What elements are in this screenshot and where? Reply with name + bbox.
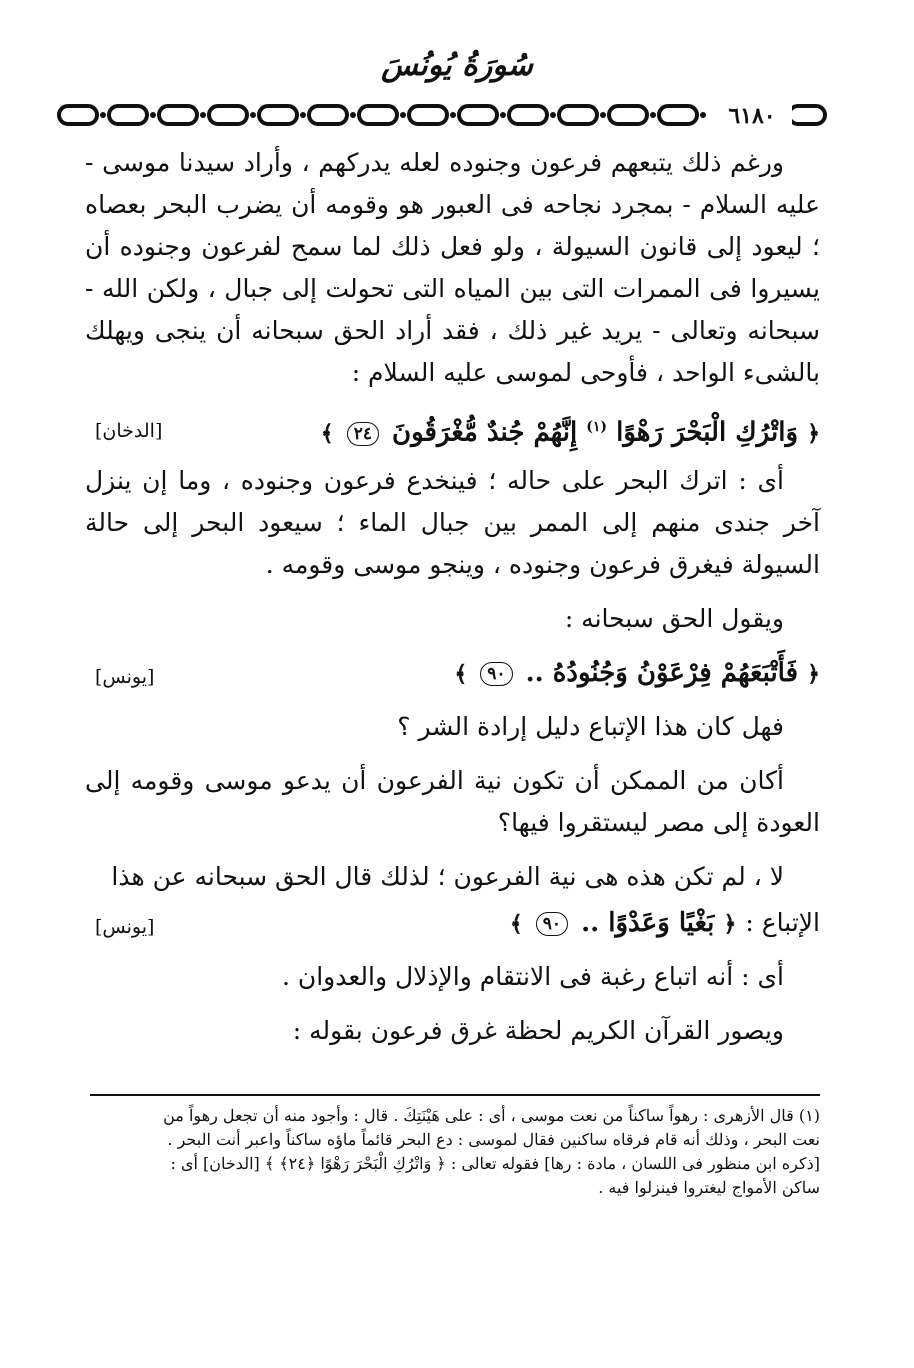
verse-block — [85, 902, 820, 946]
verse-text: فَأَتْبَعَهُمْ فِرْعَوْنُ وَجُنُودُهُ .. — [525, 658, 799, 688]
footnote-line: [ذكره ابن منظور فى اللسان ، مادة : رها] فقوله تعالى : ﴿ وَاتْرُكِ الْبَحْرَ رَهْوًا ﴿٢٤﴾ ﴾ [الدخان] أى : — [170, 1154, 820, 1173]
surah-title: سُورَةُ يُونُسَ — [381, 48, 533, 83]
quran-verse — [454, 652, 820, 695]
verse-close-bracket: ﴾ — [509, 911, 523, 937]
verse-text: وَاتْرُكِ الْبَحْرَ رَهْوًا — [616, 417, 799, 448]
paragraph: فهل كان هذا الإتباع دليل إرادة الشر ؟ — [397, 712, 784, 741]
surah-reference: [الدخان] — [95, 420, 163, 442]
quran-verse — [321, 406, 820, 455]
ayah-number: ٢٤ — [347, 422, 379, 446]
verse-open-bracket: ﴿ — [807, 661, 820, 687]
verse-open-bracket: ﴿ — [723, 911, 737, 937]
footnotes — [88, 1104, 820, 1200]
paragraph: ويصور القرآن الكريم لحظة غرق فرعون بقوله : — [292, 1016, 784, 1045]
paragraph: أى : اترك البحر على حاله ؛ فينخدع فرعون وجنوده ، وما إن ينزل آخر جندى منهم إلى الممر بين جبال الماء ؛ سيعود البحر إلى حالة السيولة فيغرق فرعون وجنوده ، وينجو موسى وقومه . — [85, 466, 820, 579]
footnote-line: (١) قال الأزهرى : رهواً ساكناً من نعت موسى ، أى : على هَيْنَتِكَ . قال : وأجود منه أن تجعل رهواً من — [163, 1106, 820, 1125]
surah-reference: [يونس] — [95, 666, 155, 688]
paragraph: أكان من الممكن أن تكون نية الفرعون أن يدعو موسى وقومه إلى العودة إلى مصر ليستقروا فيها؟ — [85, 766, 820, 837]
verse-text-continued: إِنَّهُمْ جُندٌ مُّغْرَقُونَ — [392, 417, 578, 448]
ayah-number: ٩٠ — [536, 912, 568, 936]
footnote-divider — [90, 1094, 820, 1096]
page-number: ٦١٨٠ — [712, 103, 792, 129]
quran-verse — [510, 902, 820, 945]
paragraph: أى : أنه اتباع رغبة فى الانتقام والإذلال والعدوان . — [281, 962, 784, 991]
verse-lead-in: الإتباع : — [745, 908, 820, 937]
footnote-line: ساكن الأمواج ليغتروا فينزلوا فيه . — [598, 1178, 820, 1197]
verse-close-bracket: ﴾ — [320, 420, 334, 447]
verse-block — [85, 406, 820, 450]
verse-close-bracket: ﴾ — [454, 661, 468, 687]
paragraph: لا ، لم تكن هذه هى نية الفرعون ؛ لذلك قال الحق سبحانه عن هذا — [111, 862, 784, 891]
main-text — [85, 142, 820, 1064]
verse-open-bracket: ﴿ — [807, 420, 820, 447]
verse-block — [85, 652, 820, 696]
footnote-marker: (١) — [586, 419, 608, 435]
footnote-line: نعت البحر ، وذلك أنه قام فرقاه ساكنين فقال لموسى : دع البحر قائماً ماؤه ساكناً واعبر أنت البحر . — [167, 1130, 820, 1149]
surah-reference: [يونس] — [95, 916, 155, 938]
paragraph: ورغم ذلك يتبعهم فرعون وجنوده لعله يدركهم ، وأراد سيدنا موسى - عليه السلام - بمجرد نجاحه فى العبور هو وقومه أن يضرب البحر بعصاه ؛ ليعود إلى قانون السيولة ، ولو فعل ذلك لما سمح لفرعون وجنوده أن يسيروا فى الممرات التى بين المياه التى تحولت إلى جبال ، ولكن الله - سبحانه وتعالى - يريد غير ذلك ، فقد أراد الحق سبحانه أن ينجى ويهلك بالشىء الواحد ، فأوحى لموسى عليه السلام : — [85, 148, 820, 387]
verse-text: بَغْيًا وَعَدْوًا .. — [581, 908, 715, 938]
paragraph: ويقول الحق سبحانه : — [564, 604, 784, 633]
ayah-number: ٩٠ — [480, 662, 512, 686]
